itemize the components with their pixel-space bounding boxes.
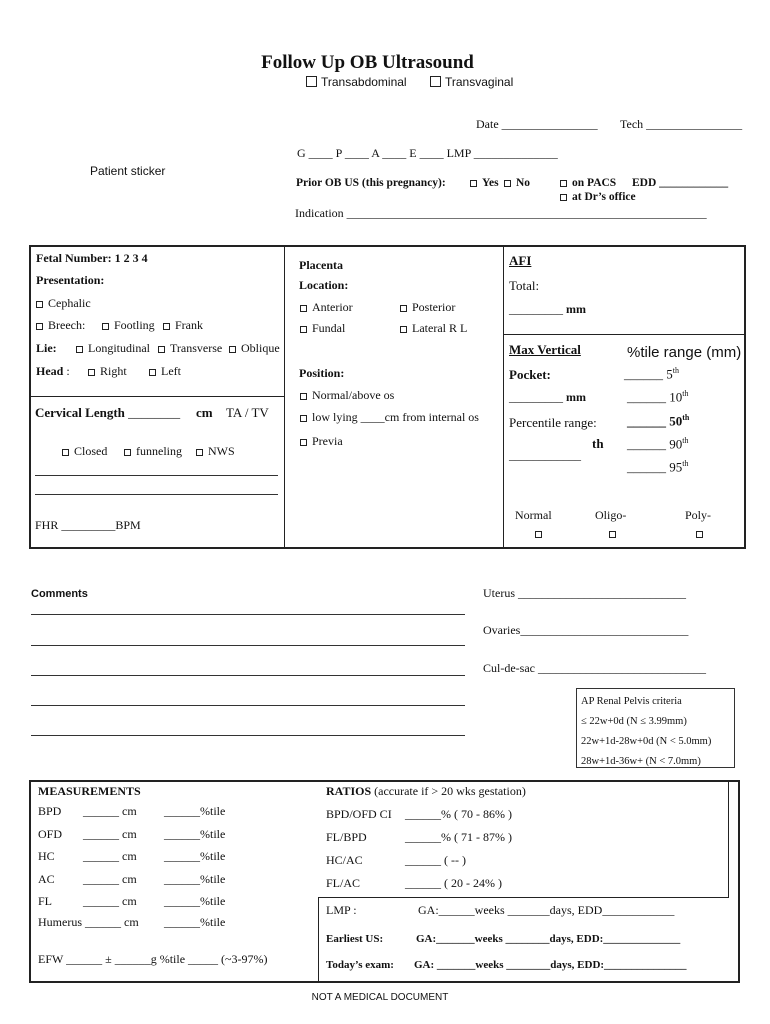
renal-criteria-box xyxy=(576,688,735,768)
lateral-option[interactable]: Lateral R L xyxy=(400,321,467,336)
transverse-option[interactable]: Transverse xyxy=(158,341,222,356)
divider xyxy=(503,246,504,548)
presentation-label: Presentation: xyxy=(36,273,105,287)
afi-total-field[interactable]: _________ mm xyxy=(509,302,586,316)
ta-tv-label: TA / TV xyxy=(226,405,269,420)
transabdominal-option[interactable]: Transabdominal xyxy=(306,75,407,89)
comment-line[interactable] xyxy=(31,705,465,706)
renal-row: 22w+1d-28w+0d (N < 5.0mm) xyxy=(581,736,712,747)
comments-label: Comments xyxy=(31,588,88,600)
pocket-label: Pocket: xyxy=(509,367,551,382)
checkbox[interactable] xyxy=(102,323,109,330)
fetal-number: Fetal Number: 1 2 3 4 xyxy=(36,251,148,265)
at-office[interactable]: at Dr’s office xyxy=(560,191,636,203)
comment-line[interactable] xyxy=(31,614,465,615)
checkbox[interactable] xyxy=(196,449,203,456)
max-vertical-label: Max Vertical xyxy=(509,342,581,357)
write-line[interactable] xyxy=(35,475,278,476)
checkbox[interactable] xyxy=(300,393,307,400)
anterior-option[interactable]: Anterior xyxy=(300,300,353,315)
normal-os-option[interactable]: Normal/above os xyxy=(300,388,394,403)
uterus-field[interactable]: Uterus ____________________________ xyxy=(483,586,686,600)
on-pacs[interactable]: on PACS xyxy=(560,177,616,189)
prior-ob-label: Prior OB US (this pregnancy): xyxy=(296,177,446,189)
checkbox[interactable] xyxy=(430,76,441,87)
posterior-option[interactable]: Posterior xyxy=(400,300,455,315)
previa-option[interactable]: Previa xyxy=(300,434,343,449)
checkbox[interactable] xyxy=(62,449,69,456)
patient-sticker-label: Patient sticker xyxy=(90,164,166,178)
measurement-cm-field[interactable]: ______ cm xyxy=(83,894,137,908)
today-exam-label: Today’s exam: xyxy=(326,959,394,971)
checkbox[interactable] xyxy=(149,369,156,376)
culdesac-field[interactable]: Cul-de-sac ____________________________ xyxy=(483,661,706,675)
measurement-tile-field[interactable]: ______%tile xyxy=(164,804,226,818)
divider xyxy=(30,396,284,397)
divider xyxy=(728,781,729,898)
checkbox[interactable] xyxy=(300,305,307,312)
gpa-field[interactable]: G ____ P ____ A ____ E ____ LMP ______________ xyxy=(297,146,558,160)
checkbox[interactable] xyxy=(163,323,170,330)
afi-title: AFI xyxy=(509,253,532,268)
divider xyxy=(318,897,728,898)
checkbox[interactable] xyxy=(229,346,236,353)
renal-title: AP Renal Pelvis criteria xyxy=(581,696,682,707)
measurement-tile-field[interactable]: ______%tile xyxy=(164,826,226,841)
placenta-title: Placenta xyxy=(299,258,343,272)
fundal-option[interactable]: Fundal xyxy=(300,321,345,336)
afi-normal-label: Normal xyxy=(515,508,552,522)
afi-poly-label: Poly- xyxy=(685,508,712,522)
edd-field[interactable]: EDD ____________ xyxy=(632,177,729,189)
checkbox[interactable] xyxy=(36,301,43,308)
afi-oligo-label: Oligo- xyxy=(595,508,627,522)
measurement-label: OFD xyxy=(38,826,63,841)
fhr-field[interactable]: FHR _________BPM xyxy=(35,518,141,532)
divider xyxy=(503,334,745,335)
measurement-tile-field[interactable]: ______%tile xyxy=(164,849,226,863)
measurements-title: MEASUREMENTS xyxy=(38,784,141,798)
write-line[interactable] xyxy=(35,494,278,495)
tech-field[interactable]: Tech ________________ xyxy=(620,117,743,131)
renal-row: ≤ 22w+0d (N ≤ 3.99mm) xyxy=(581,716,687,727)
checkbox[interactable] xyxy=(560,180,567,187)
frank-option[interactable]: Frank xyxy=(163,318,203,333)
ovaries-field[interactable]: Ovaries____________________________ xyxy=(483,623,689,637)
checkbox[interactable] xyxy=(158,346,165,353)
checkbox[interactable] xyxy=(36,323,43,330)
measurement-cm-field[interactable]: ______ cm xyxy=(83,871,137,886)
afi-poly-checkbox[interactable] xyxy=(696,531,703,538)
ratios-title: RATIOS (accurate if > 20 wks gestation) xyxy=(326,784,526,798)
checkbox[interactable] xyxy=(124,449,131,456)
breech-option[interactable]: Breech: xyxy=(36,318,85,333)
prior-yes[interactable]: Yes xyxy=(470,177,499,189)
measurement-label: FL xyxy=(38,894,53,908)
checkbox[interactable] xyxy=(300,439,307,446)
divider xyxy=(318,898,319,982)
checkbox[interactable] xyxy=(470,180,477,187)
prior-no[interactable]: No xyxy=(504,177,530,189)
checkbox[interactable] xyxy=(400,326,407,333)
closed-option[interactable]: Closed xyxy=(62,444,107,459)
comment-line[interactable] xyxy=(31,735,465,736)
indication-field[interactable]: Indication ____________________________________________________________ xyxy=(295,206,707,220)
ratio-value-field[interactable]: ______ ( 20 - 24% ) xyxy=(405,876,502,890)
head-left-option[interactable]: Left xyxy=(149,364,181,379)
measurement-label: AC xyxy=(38,871,55,886)
transvaginal-option[interactable]: Transvaginal xyxy=(430,75,513,89)
lmp-label: LMP : xyxy=(326,903,357,917)
measurement-cm-field[interactable]: ______ cm xyxy=(83,849,137,863)
ratio-label: FL/AC xyxy=(326,876,361,890)
afi-normal-checkbox[interactable] xyxy=(535,531,542,538)
percentile-field[interactable]: ____________ xyxy=(509,448,581,462)
tile-range-label: %tile range (mm) xyxy=(627,344,742,361)
comment-line[interactable] xyxy=(31,645,465,646)
ratio-label: FL/BPD xyxy=(326,830,367,844)
location-label: Location: xyxy=(299,278,349,292)
ratio-label: BPD/OFD CI xyxy=(326,807,392,821)
afi-oligo-checkbox[interactable] xyxy=(609,531,616,538)
checkbox[interactable] xyxy=(76,346,83,353)
low-lying-option[interactable]: low lying ____cm from internal os xyxy=(300,410,479,425)
lie-label: Lie: xyxy=(36,341,57,355)
efw-field[interactable]: EFW ______ ± ______g %tile _____ (~3-97%) xyxy=(38,952,268,966)
cervical-unit: cm xyxy=(196,405,213,420)
th-label: th xyxy=(592,436,604,451)
comment-line[interactable] xyxy=(31,675,465,676)
p90-row[interactable]: ______ 90th xyxy=(627,436,689,452)
head-right-option[interactable]: Right xyxy=(88,364,127,379)
position-label: Position: xyxy=(299,366,345,380)
pocket-field[interactable]: _________ mm xyxy=(509,390,586,404)
ratio-label: HC/AC xyxy=(326,853,363,867)
p10-row[interactable]: ______ 10th xyxy=(627,389,689,405)
checkbox[interactable] xyxy=(300,326,307,333)
checkbox[interactable] xyxy=(88,369,95,376)
cephalic-option[interactable]: Cephalic xyxy=(36,296,91,311)
checkbox[interactable] xyxy=(300,415,307,422)
footling-option[interactable]: Footling xyxy=(102,318,155,333)
checkbox[interactable] xyxy=(306,76,317,87)
oblique-option[interactable]: Oblique xyxy=(229,341,280,356)
cervical-length-field[interactable]: Cervical Length ________ xyxy=(35,405,181,420)
longitudinal-option[interactable]: Longitudinal xyxy=(76,341,150,356)
humerus-field[interactable]: Humerus ______ cm xyxy=(38,915,139,929)
checkbox[interactable] xyxy=(504,180,511,187)
head-label: Head : xyxy=(36,364,70,378)
percentile-range-label: Percentile range: xyxy=(509,415,597,430)
today-ga-field[interactable]: GA: _______weeks ________days, EDD:_______________ xyxy=(414,959,687,971)
earliest-ga-field[interactable]: GA:_______weeks ________days, EDD:______________ xyxy=(416,933,681,945)
humerus-tile-field[interactable]: ______%tile xyxy=(164,915,226,929)
earliest-us-label: Earliest US: xyxy=(326,933,384,945)
checkbox[interactable] xyxy=(400,305,407,312)
measurement-tile-field[interactable]: ______%tile xyxy=(164,894,226,908)
lmp-ga-field[interactable]: GA:______weeks _______days, EDD____________ xyxy=(418,903,675,917)
ratio-value-field[interactable]: ______% ( 70 - 86% ) xyxy=(405,807,512,821)
checkbox[interactable] xyxy=(560,194,567,201)
date-field[interactable]: Date ________________ xyxy=(476,117,598,131)
p50-row[interactable]: ______ 50th xyxy=(627,413,690,429)
p5-row[interactable]: ______ 5th xyxy=(624,366,679,382)
measurement-label: BPD xyxy=(38,804,62,818)
ratio-value-field[interactable]: ______ ( -- ) xyxy=(405,853,466,867)
p95-row[interactable]: ______ 95th xyxy=(627,459,689,475)
measurement-cm-field[interactable]: ______ cm xyxy=(83,804,137,818)
page-title: Follow Up OB Ultrasound xyxy=(261,52,474,73)
afi-total-label: Total: xyxy=(509,278,540,293)
measurement-label: HC xyxy=(38,849,55,863)
measurement-cm-field[interactable]: ______ cm xyxy=(83,826,137,841)
footer-disclaimer: NOT A MEDICAL DOCUMENT xyxy=(311,992,449,1003)
divider xyxy=(284,246,285,548)
funneling-option[interactable]: funneling xyxy=(124,444,182,459)
ratio-value-field[interactable]: ______% ( 71 - 87% ) xyxy=(405,830,512,844)
renal-row: 28w+1d-36w+ (N < 7.0mm) xyxy=(581,756,701,767)
measurement-tile-field[interactable]: ______%tile xyxy=(164,871,226,886)
nws-option[interactable]: NWS xyxy=(196,444,235,459)
